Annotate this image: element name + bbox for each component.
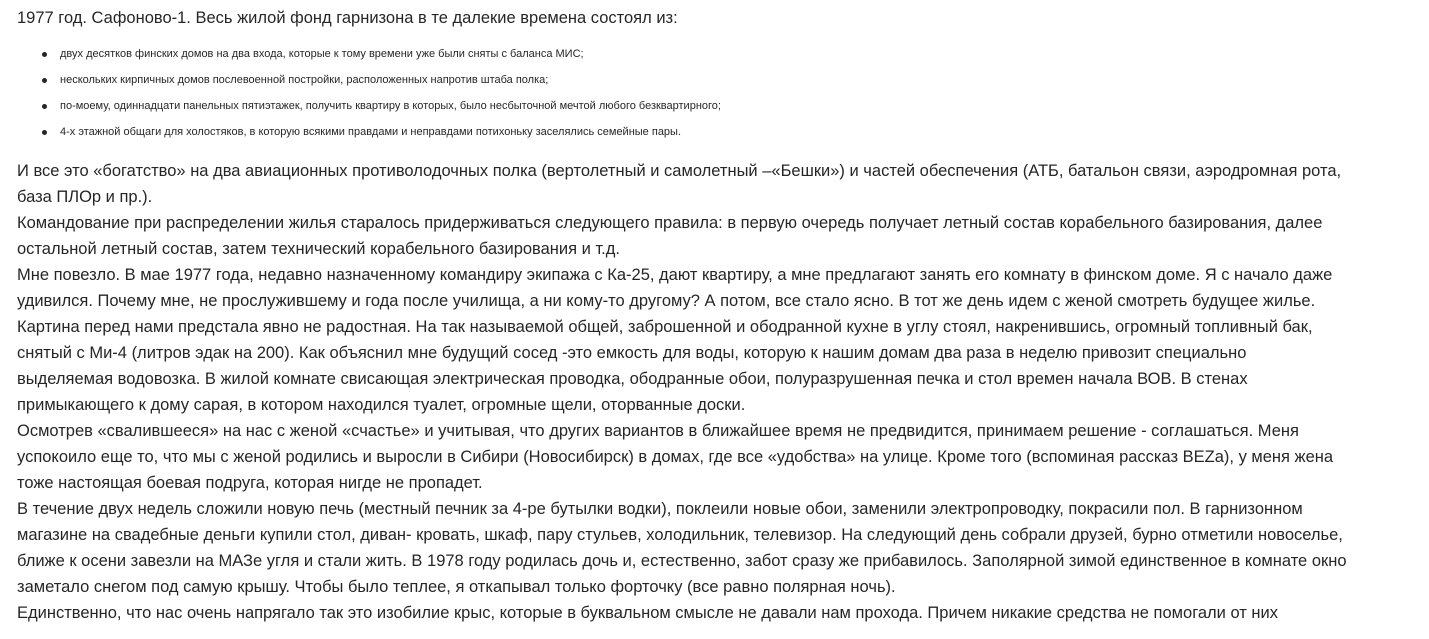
text-line: удивился. Почему мне, не прослужившему и года после училища, а ни кому-то другому? А потом, все стало ясно. В тот же день идем с женой смотреть будущее жилье.: [17, 292, 1316, 310]
story-text: [17, 158, 1427, 626]
list-item: нескольких кирпичных домов послевоенной постройки, расположенных напротив штаба полка;: [42, 67, 1427, 93]
list-item: двух десятков финских домов на два входа, которые к тому времени уже были сняты с баланса МИС;: [42, 41, 1427, 67]
text-line: Мне повезло. В мае 1977 года, недавно назначенному командиру экипажа с Ка-25, дают квартиру, а мне предлагают занять его комнату в финском доме. Я с начало даже: [17, 266, 1333, 284]
text-line: Единственно, что нас очень напрягало так это изобилие крыс, которые в буквальном смысле не давали нам прохода. Причем никакие средства не помогали от них: [17, 604, 1278, 622]
article: [17, 0, 1427, 626]
text-line: база ПЛОр и пр.).: [17, 188, 153, 206]
text-line: Осмотрев «свалившееся» на нас с женой «счастье» и учитывая, что других вариантов в ближайшее время не предвидится, принимаем решение - соглашаться. Меня: [17, 422, 1299, 440]
text-line: Картина перед нами предстала явно не радостная. На так называемой общей, заброшенной и ободранной кухне в углу стоял, накренившись, огромный топливный бак,: [17, 318, 1313, 336]
list-item: 4-х этажной общаги для холостяков, в которую всякими правдами и неправдами потихоньку заселялись семейные пары.: [42, 119, 1427, 145]
text-line: И все это «богатство» на два авиационных противолодочных полка (вертолетный и самолетный –«Бешки») и частей обеспечения (АТБ, батальон связи, аэродромная рота,: [17, 162, 1342, 180]
text-line: тоже настоящая боевая подруга, которая нигде не пропадет.: [17, 474, 483, 492]
text-line: примыкающего к дому сарая, в котором находился туалет, огромные щели, оторванные доски.: [17, 396, 746, 414]
intro-paragraph: 1977 год. Сафоново-1. Весь жилой фонд гарнизона в те далекие времена состоял из:: [17, 9, 678, 27]
text-line: В течение двух недель сложили новую печь (местный печник за 4-ре бутылки водки), поклеили новые обои, заменили электропроводку, покрасили пол. В гарнизонном: [17, 500, 1303, 518]
text-line: ближе к осени завезли на МАЗе угля и стали жить. В 1978 году родилась дочь и, естественно, забот сразу же прибавилось. Заполярной зимой единственное в комнате окно: [17, 552, 1347, 570]
text-line: магазине на свадебные деньги купили стол, диван- кровать, шкаф, пару стульев, холодильник, телевизор. На следующий день собрали друзей, бурно отметили новоселье,: [17, 526, 1343, 544]
text-line: успокоило еще то, что мы с женой родились и выросли в Сибири (Новосибирск) в домах, где все «удобства» на улице. Кроме того (вспоминая рассказ BEZа), у меня жена: [17, 448, 1334, 466]
text-line: выделяемая водовозка. В жилой комнате свисающая электрическая проводка, ободранные обои, полуразрушенная печка и стол времен начала ВОВ. В стенах: [17, 370, 1248, 388]
text-line: заметало снегом под самую крышу. Чтобы было теплее, я откапывал только форточку (все равно полярная ночь).: [17, 578, 896, 596]
text-line: снятый с Ми-4 (литров эдак на 200). Как объяснил мне будущий сосед -это емкость для воды, которую к нашим домам два раза в неделю привозит специально: [17, 344, 1247, 362]
text-line: Командование при распределении жилья старалось придерживаться следующего правила: в первую очередь получает летный состав корабельного базирования, далее: [17, 214, 1323, 232]
housing-list: [17, 41, 1427, 145]
list-item: по-моему, одиннадцати панельных пятиэтажек, получить квартиру в которых, было несбыточной мечтой любого безквартирного;: [42, 93, 1427, 119]
text-line: остальной летный состав, затем технический корабельного базирования и т.д.: [17, 240, 620, 258]
